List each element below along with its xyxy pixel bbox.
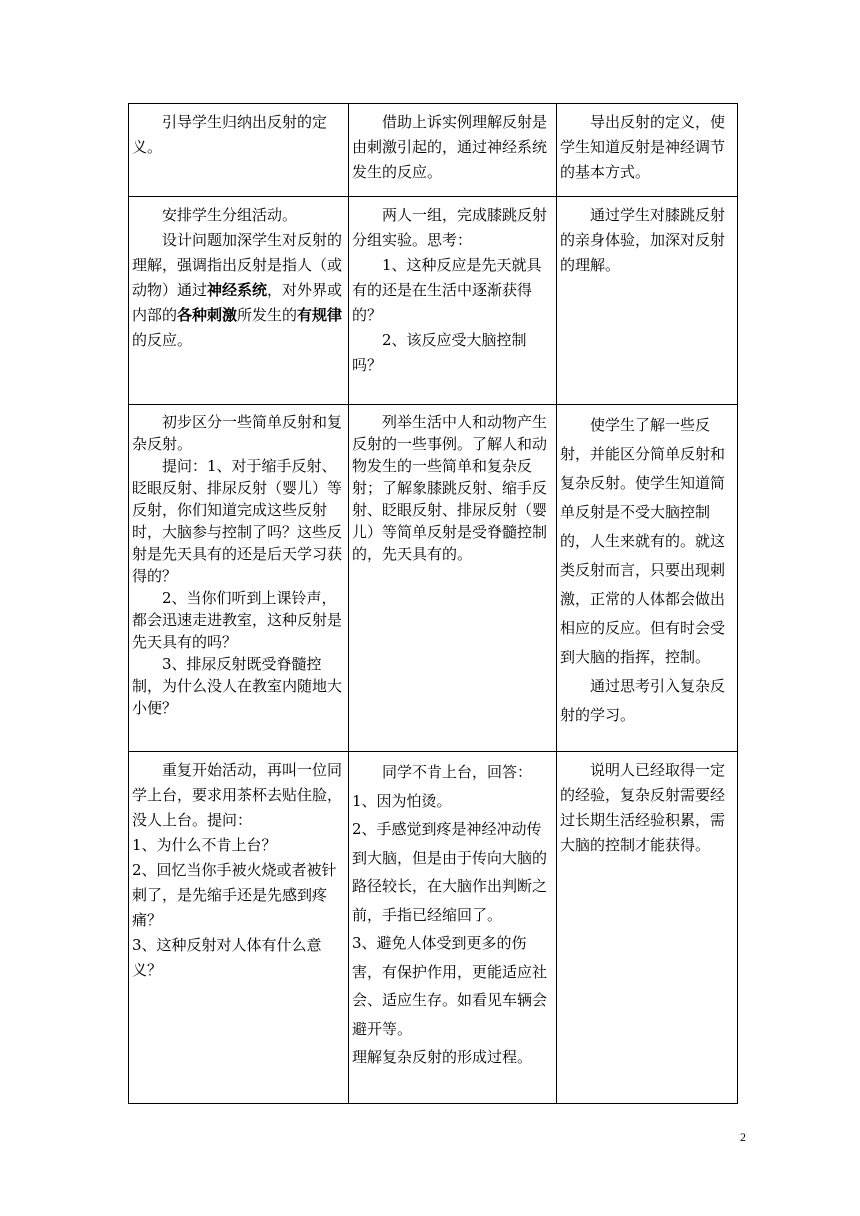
cell-text: 说明人已经取得一定的经验，复杂反射需要经过长期生活经验积累，需大脑的控制才能获得。: [560, 761, 726, 854]
cell-text: 通过学生对膝跳反射的亲身体验，加深对反射的理解。: [560, 206, 726, 274]
cell-text: 3、避免人体受到更多的伤害，有保护作用，更能适应社会、适应生存。如看见车辆会避开等。: [352, 934, 548, 1038]
cell-text: 3、排尿反射既受脊髓控制，为什么没人在教室内随地大小便？: [132, 655, 343, 717]
cell-text: 2、回忆当你手被火烧或者被针刺了，是先缩手还是先感到疼痛？: [132, 861, 337, 929]
design-intent-cell: [557, 405, 738, 752]
teacher-activity-cell: [129, 405, 349, 752]
bold-term: 各种刺激: [177, 306, 238, 324]
teacher-activity-cell: [129, 104, 349, 197]
cell-text: 理解复杂反射的形成过程。: [352, 1048, 533, 1066]
bold-term: 神经系统: [207, 281, 268, 299]
student-activity-cell: [349, 197, 557, 405]
bold-term: 有规律: [297, 306, 343, 324]
cell-text: 两人一组，完成膝跳反射分组实验。思考：: [352, 206, 548, 249]
cell-text: 借助上诉实例理解反射是由刺激引起的，通过神经系统发生的反应。: [352, 113, 548, 181]
cell-text: 导出反射的定义，使学生知道反射是神经调节的基本方式。: [560, 113, 726, 181]
text-run: 所发生的: [237, 306, 298, 324]
text-run: ，对外界或内部的: [132, 281, 343, 324]
cell-text: 通过思考引入复杂反射的学习。: [560, 677, 726, 724]
cell-text: 1、因为怕烫。: [352, 791, 452, 810]
cell-text: 重复开始活动，再叫一位同学上台，要求用茶杯去贴住脸，没人上台。提问：: [132, 761, 343, 829]
text-run: 设计问题加深学生对反射的理解，强调指出反射是指人（或动物）通过: [132, 231, 343, 299]
student-activity-cell: [349, 104, 557, 197]
design-intent-cell: [557, 104, 738, 197]
cell-text: 2、该反应受大脑控制吗？: [352, 331, 527, 374]
cell-text: 安排学生分组活动。: [162, 206, 298, 224]
design-intent-cell: [557, 752, 738, 1104]
teacher-activity-cell: [129, 197, 349, 405]
design-intent-cell: [557, 197, 738, 405]
cell-text: 同学不肯上台，回答：: [382, 763, 533, 781]
lesson-plan-table: [128, 103, 738, 1104]
table-row: [129, 104, 738, 197]
cell-text: 引导学生归纳出反射的定义。: [132, 113, 328, 156]
cell-text: 列举生活中人和动物产生反射的一些事例。了解人和动物发生的一些简单和复杂反射；了解象膝跳反射、缩手反射、眨眼反射、排尿反射（婴儿）等简单反射是受脊髓控制的，先天具有的。: [352, 413, 548, 563]
page-number: 2: [740, 1130, 746, 1144]
cell-text: 初步区分一些简单反射和复杂反射。: [132, 413, 343, 453]
table-row: [129, 752, 738, 1104]
cell-text: 使学生了解一些反射，并能区分简单反射和复杂反射。使学生知道简单反射是不受大脑控制的，人生来就有的。就这类反射而言，只要出现刺激，正常的人体都会做出相应的反应。但有时会受到大脑的指挥，控制。: [560, 416, 726, 666]
cell-text: 2、当你们听到上课铃声，都会迅速走进教室，这种反射是先天具有的吗？: [132, 589, 343, 651]
table-row: [129, 197, 738, 405]
cell-text: 1、这种反应是先天就具有的还是在生活中逐渐获得的？: [352, 256, 542, 324]
cell-text: 2、手感觉到疼是神经冲动传到大脑，但是由于传向大脑的路径较长，在大脑作出判断之前，手指已经缩回了。: [352, 820, 548, 924]
cell-text: [132, 228, 346, 353]
cell-text: 提问：1、对于缩手反射、眨眼反射、排尿反射（婴儿）等反射，你们知道完成这些反射时，大脑参与控制了吗？这些反射是先天具有的还是后天学习获得的？: [132, 457, 343, 585]
text-run: 的反应。: [132, 331, 193, 349]
table-row: [129, 405, 738, 752]
teacher-activity-cell: [129, 752, 349, 1104]
cell-text: 3、这种反射对人体有什么意义？: [132, 936, 322, 979]
student-activity-cell: [349, 752, 557, 1104]
cell-text: 1、为什么不肯上台？: [132, 836, 277, 854]
student-activity-cell: [349, 405, 557, 752]
